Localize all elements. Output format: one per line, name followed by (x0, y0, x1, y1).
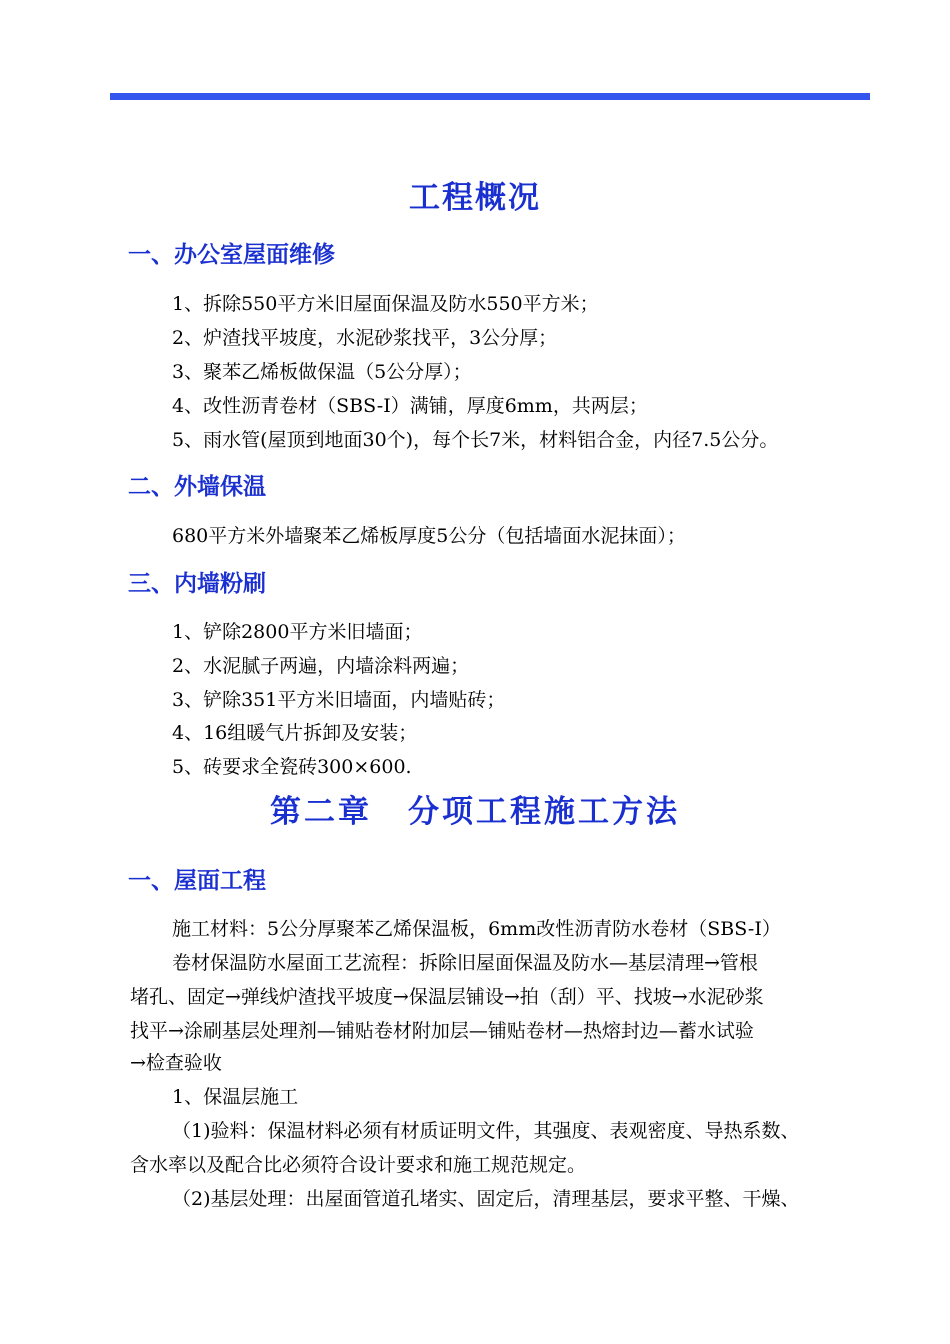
paragraph: 卷材保温防水屋面工艺流程：拆除旧屋面保温及防水—基层清理→管根 (172, 952, 758, 974)
section-heading-exterior-insulation: 二、外墙保温 (128, 474, 266, 500)
list-item: 4、改性沥青卷材（SBS-I）满铺，厚度6mm，共两层； (172, 395, 648, 417)
paragraph: 施工材料：5公分厚聚苯乙烯保温板，6mm改性沥青防水卷材（SBS-I） (172, 918, 781, 940)
chapter-name: 分项工程施工方法 (408, 794, 680, 830)
sub-heading: 1、保温层施工 (172, 1086, 299, 1108)
paragraph: →检查验收 (130, 1052, 222, 1074)
section-heading-interior-painting: 三、内墙粉刷 (128, 571, 266, 597)
paragraph: 680平方米外墙聚苯乙烯板厚度5公分（包括墙面水泥抹面）； (172, 525, 686, 547)
list-item: 5、雨水管(屋顶到地面30个)，每个长7米，材料铝合金，内径7.5公分。 (172, 429, 779, 451)
list-item: 4、16组暖气片拆卸及安装； (172, 722, 418, 744)
paragraph: 找平→涂刷基层处理剂—铺贴卷材附加层—铺贴卷材—热熔封边—蓄水试验 (130, 1020, 754, 1042)
header-rule (110, 93, 870, 100)
list-item: 1、铲除2800平方米旧墙面； (172, 621, 423, 643)
list-item: 2、炉渣找平坡度，水泥砂浆找平，3公分厚； (172, 327, 558, 349)
chapter-title (0, 786, 950, 831)
section-heading-roof-repair: 一、办公室屋面维修 (128, 242, 335, 268)
list-item: 3、铲除351平方米旧墙面，内墙贴砖； (172, 689, 506, 711)
paragraph: 含水率以及配合比必须符合设计要求和施工规范规定。 (130, 1154, 587, 1176)
list-item: 1、拆除550平方米旧屋面保温及防水550平方米； (172, 293, 599, 315)
section-heading-roof-works: 一、屋面工程 (128, 868, 266, 894)
list-item: 3、聚苯乙烯板做保温（5公分厚）； (172, 361, 472, 383)
paragraph: （2)基层处理：出屋面管道孔堵实、固定后，清理基层，要求平整、干燥、 (172, 1188, 800, 1210)
paragraph: （1)验料：保温材料必须有材质证明文件，其强度、表观密度、导热系数、 (172, 1120, 800, 1142)
paragraph: 堵孔、固定→弹线炉渣找平坡度→保温层铺设→拍（刮）平、找坡→水泥砂浆 (130, 986, 764, 1008)
page-title: 工程概况 (409, 180, 541, 216)
list-item: 2、水泥腻子两遍，内墙涂料两遍； (172, 655, 470, 677)
list-item: 5、砖要求全瓷砖300×600. (172, 756, 412, 778)
chapter-number: 第二章 (270, 794, 372, 830)
